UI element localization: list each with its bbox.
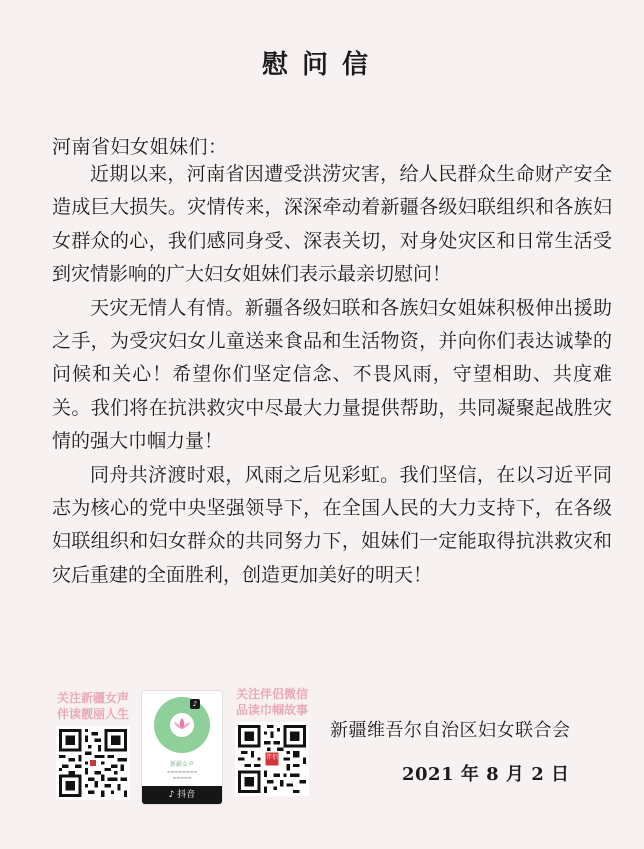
letter-body [52, 158, 612, 592]
douyin-account-name: 新疆女声 [169, 761, 194, 768]
qr-caption-right-1: 关注伴侣微信 [235, 687, 308, 701]
qr-caption-left-1: 关注新疆女声 [56, 691, 129, 705]
paragraph-2: 天灾无情人有情。新疆各级妇联和各族妇女姐妹积极伸出援助之手，为受灾妇女儿童送来食品和生活物资，并向你们表达诚挚的问候和关心！希望你们坚定信念、不畏风雨，守望相助、共度难关。我们将在抗洪救灾中尽最大力量提供帮助，共同凝聚起战胜灾情的强大巾帼力量！ [52, 296, 612, 453]
douyin-app-bar [142, 786, 222, 804]
signature-organization: 新疆维吾尔自治区妇女联合会 [330, 720, 571, 741]
qr-caption-left-2: 伴读靓丽人生 [56, 707, 129, 721]
douyin-app-label: 抖音 [177, 790, 196, 800]
letter-greeting: 河南省妇女姐妹们： [52, 136, 228, 158]
qr-code-left[interactable] [56, 726, 130, 800]
qr-block-right [232, 686, 312, 796]
qr-right-logo-text: 伴侣 [265, 754, 278, 761]
lotus-logo-icon [173, 717, 191, 731]
letter-title: 慰问信 [261, 50, 382, 80]
qr-code-right[interactable] [235, 722, 309, 796]
qr-block-left [48, 690, 138, 800]
paragraph-3: 同舟共济渡时艰，风雨之后见彩虹。我们坚信，在以习近平同志为核心的党中央坚强领导下，在全国人民的大力支持下，在各级妇联组织和妇女群众的共同努力下，姐妹们一定能取得抗洪救灾和灾后重建的全面胜利，创造更加美好的明天！ [52, 463, 612, 586]
qr-caption-right-2: 品读巾帼故事 [235, 703, 308, 717]
paragraph-1: 近期以来，河南省因遭受洪涝灾害，给人民群众生命财产安全造成巨大损失。灾情传来，深深牵动着新疆各级妇联组织和各族妇女群众的心，我们感同身受、深表关切，对身处灾区和日常生活受到灾情影响的广大妇女姐妹们表示最亲切慰问！ [52, 163, 612, 286]
douyin-icon: ♪ [168, 790, 175, 800]
signature-date: 2021 年 8 月 2 日 [402, 764, 570, 785]
douyin-scan-hint: ▬▬▬▬▬▬▬▬ ▬▬▬▬▬ [166, 769, 198, 780]
douyin-qr-card[interactable] [141, 690, 223, 805]
douyin-note-icon: ♪ [190, 699, 200, 709]
